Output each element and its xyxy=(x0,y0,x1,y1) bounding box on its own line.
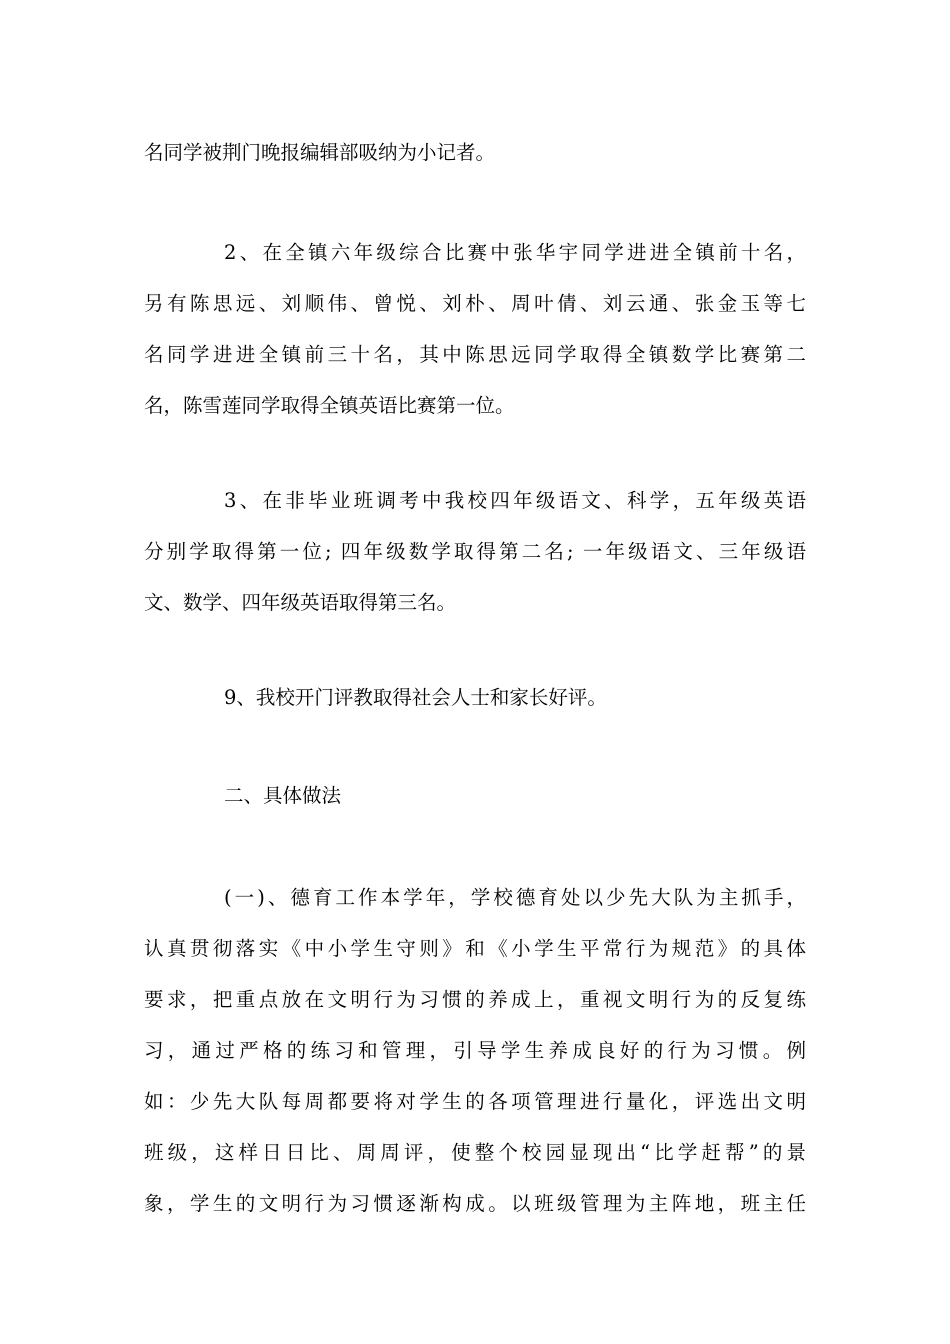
paragraph-continuation xyxy=(144,127,806,178)
text-line: 2、在全镇六年级综合比赛中张华宇同学进进全镇前十名， xyxy=(224,241,806,264)
text-line: 另有陈思远、刘顺伟、曾悦、刘朴、周叶倩、刘云通、张金玉等七 xyxy=(144,292,806,315)
text-line: (一)、德育工作本学年，学校德育处以少先大队为主抓手， xyxy=(224,886,806,909)
paragraph-item-3 xyxy=(144,475,806,628)
text-line: 班级，这样日日比、周周评，使整个校园显现出“比学赶帮”的景 xyxy=(144,1141,806,1164)
section-heading: 二、具体做法 xyxy=(224,784,342,807)
text-line: 认真贯彻落实《中小学生守则》和《小学生平常行为规范》的具体 xyxy=(144,937,806,960)
text-line: 分别学取得第一位; 四年级数学取得第二名; 一年级语文、三年级语 xyxy=(144,540,806,563)
text-line: 象，学生的文明行为习惯逐渐构成。以班级管理为主阵地，班主任 xyxy=(144,1192,806,1215)
paragraph-moral-education xyxy=(144,872,806,1229)
text-line: 9、我校开门评教取得社会人士和家长好评。 xyxy=(224,686,607,709)
text-line: 如：少先大队每周都要将对学生的各项管理进行量化，评选出文明 xyxy=(144,1090,806,1113)
text-line: 名同学进进全镇前三十名，其中陈思远同学取得全镇数学比赛第二 xyxy=(144,343,806,366)
text-line: 文、数学、四年级英语取得第三名。 xyxy=(144,591,457,614)
text-line: 3、在非毕业班调考中我校四年级语文、科学，五年级英语 xyxy=(224,489,806,512)
text-line: 要求，把重点放在文明行为习惯的养成上，重视文明行为的反复练 xyxy=(144,988,806,1011)
paragraph-item-9 xyxy=(144,672,806,723)
text-line: 习，通过严格的练习和管理，引导学生养成良好的行为习惯。例 xyxy=(144,1039,806,1062)
text-line: 名，陈雪莲同学取得全镇英语比赛第一位。 xyxy=(144,394,515,417)
paragraph-item-2 xyxy=(144,227,806,431)
text-line: 名同学被荆门晚报编辑部吸纳为小记者。 xyxy=(144,141,496,164)
